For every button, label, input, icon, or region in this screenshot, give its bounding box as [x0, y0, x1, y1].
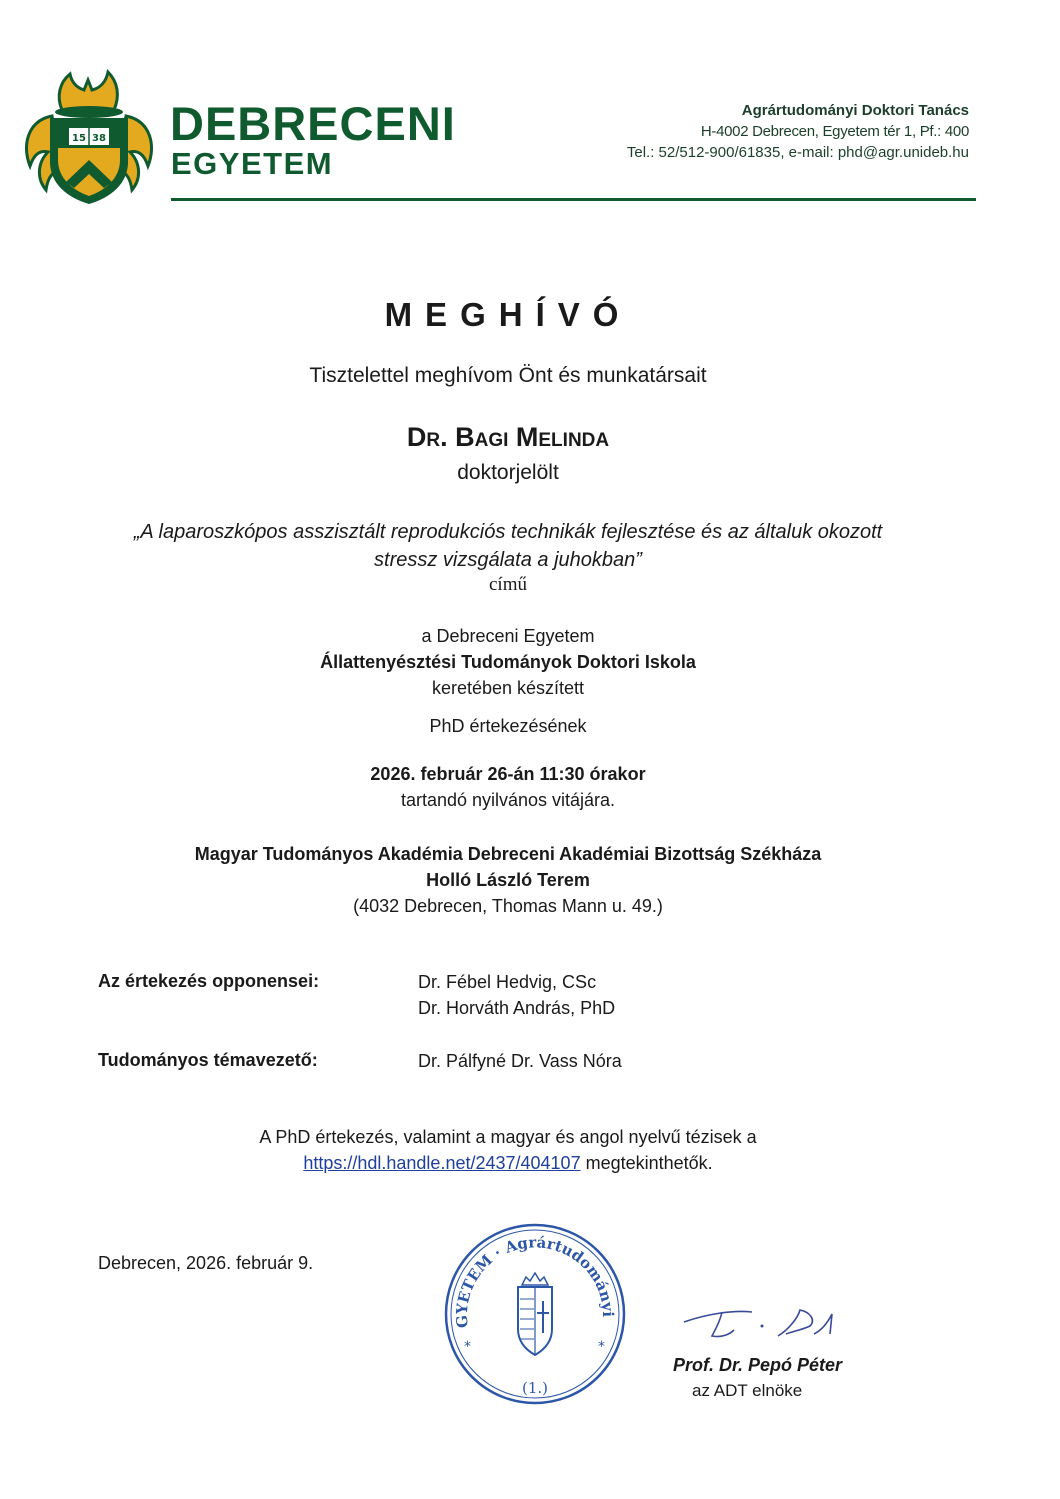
event-datetime: 2026. február 26-án 11:30 órakor	[370, 764, 646, 784]
svg-text:*: *	[464, 1339, 471, 1355]
office-address: H-4002 Debrecen, Egyetem tér 1, Pf.: 400	[700, 123, 969, 140]
signer-name: Prof. Dr. Pepó Péter	[673, 1355, 843, 1375]
supervisor-name: Dr. Pálfyné Dr. Vass Nóra	[418, 1051, 622, 1071]
thesis-title	[0, 518, 1016, 574]
venue-address: (4032 Debrecen, Thomas Mann u. 49.)	[353, 896, 663, 916]
header-divider	[171, 198, 976, 201]
thesis-title-line2: stressz vizsgálata a juhokban”	[374, 549, 642, 571]
opponent-2: Dr. Horváth András, PhD	[418, 998, 616, 1018]
availability-line2	[0, 1153, 1016, 1174]
office-name: Agrártudományi Doktori Tanács	[741, 102, 969, 119]
university-crest-logo	[22, 66, 156, 206]
doctoral-school-name: Állattenyésztési Tudományok Doktori Iskola	[320, 652, 696, 672]
signer-role: az ADT elnöke	[692, 1381, 803, 1400]
opponent-1: Dr. Fébel Hedvig, CSc	[418, 972, 597, 992]
university-name-line1: DEBRECENI	[170, 97, 456, 150]
signature-image	[682, 1300, 852, 1350]
stamp-number: (1.)	[521, 1379, 549, 1397]
greeting-text: Tisztelettel meghívom Önt és munkatársait	[309, 364, 707, 387]
candidate-role: doktorjelölt	[457, 461, 559, 484]
svg-text:*: *	[598, 1339, 605, 1355]
availability-suffix: megtekinthetők.	[580, 1153, 713, 1173]
venue-building: Magyar Tudományos Akadémia Debreceni Akadémiai Bizottság Székháza	[194, 844, 822, 864]
availability-line1: A PhD értekezés, valamint a magyar és angol nyelvű tézisek a	[259, 1127, 757, 1147]
thesis-suffix: című	[489, 574, 527, 595]
svg-text:15: 15	[72, 133, 86, 144]
official-stamp	[442, 1221, 628, 1407]
venue-room: Holló László Terem	[426, 870, 590, 890]
thesis-title-line1: „A laparoszkópos asszisztált reprodukciós technikák fejlesztése és az általuk okozott	[133, 521, 883, 543]
thesis-repository-link[interactable]: https://hdl.handle.net/2437/404107	[303, 1153, 581, 1173]
place-and-date: Debrecen, 2026. február 9.	[98, 1253, 314, 1273]
svg-text:DEBRECENI EGYETEM · Agrártudom: GYETEM · Agrártudományi	[452, 1233, 618, 1329]
institution-line3: keretében készített	[431, 678, 585, 698]
university-name-line2: EGYETEM	[171, 146, 334, 181]
office-contact: Tel.: 52/512-900/61835, e-mail: phd@agr.unideb.hu	[626, 144, 969, 161]
document-title: MEGHÍVÓ	[384, 296, 632, 333]
institution-line1: a Debreceni Egyetem	[421, 626, 595, 646]
supervisor-label: Tudományos témavezető:	[98, 1050, 318, 1070]
event-description: tartandó nyilvános vitájára.	[400, 790, 616, 810]
svg-text:38: 38	[92, 133, 106, 144]
institution-line4: PhD értekezésének	[429, 716, 587, 736]
candidate-name: Dr. Bagi Melinda	[406, 422, 610, 452]
opponents-label: Az értekezés opponensei:	[98, 971, 320, 991]
